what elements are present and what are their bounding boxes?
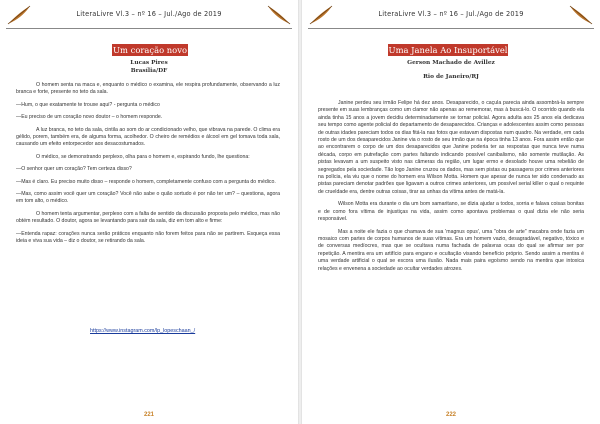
author-name: Lucas Pires: [130, 60, 168, 66]
page-header: [302, 4, 600, 26]
left-page: [0, 0, 298, 424]
paragraph: O homem senta na maca e, enquanto o médico o examina, ele respira profundamente, observando a luz branca e forte, presente no teto da sala.: [16, 82, 280, 96]
quill-icon: [568, 4, 594, 26]
paragraph: Janine perdeu seu irmão Felipe há dez anos. Desaparecido, o caçula parecia ainda assombrá-la sempre presente em suas lembranças como um clamor não apenas ao rememorar, mas à buscá-lo. O ocorrido quando ela ainda tinha 15 anos a jovem decidiu determinadamente se tornar policial. Agora adulta aos 25 anos ela dedicava seu tempo como agente policial do departamento de desaparecidos. Crianças e adolescentes assim como pessoas de outras idades pareciam todos os dias fitá-la nas fotos que estavam dispostas num quadro. Na verdade, em cada rosto de um dos desaparecidos Janine via o rosto de seu irmão que na época tinha 13 anos. Fora assim então que ao encontrarem o corpo de um dos desaparecidos que Janine poderia ter as respostas que nunca teve numa década, corpo em putrefação com partes faltando indicando possível canibalismo, não somente mutilação. As pistas levavam a um suspeito visto nas câmeras da região, um lugar ermo e desolado houve uma rebelião de segregados pela sociedade. Tão logo Janine cruzou os dados, mas sem pistas ou passagens por crimes anteriores na polícia, ela viu que o nome do homem era Wilson Motta. Homem que apesar de nunca ter sido condenado as pistas pareciam denotar padrões que ligavam a outros crimes anteriores, um possível serial killer o qual o requinte de crueldade era, dentre outras coisas, tirar as unhas da vítima antes de matá-la.: [318, 100, 584, 195]
paragraph: —Mas é claro. Eu preciso muito disso – responde o homem, completamente confuso com a pergunta do médico.: [16, 178, 276, 185]
page-number: 222: [445, 412, 456, 418]
paragraph: —Mas, como assim você quer um coração? Você não sabe o quão sortudo é por não ter um? – questiona, agora em tom alto, o médico.: [16, 191, 280, 205]
header-rule: [308, 28, 594, 29]
paragraph: Wilson Motta era durante o dia um bom samaritano, se dizia ajudar a todos, sorria e falava coisas bonitas e de como fora vítima de injustiças na vida, assim como apontava problemas o qual dizia ele não seria responsável.: [318, 201, 584, 223]
article-body: [16, 82, 280, 251]
right-page: [302, 0, 600, 424]
author-name: Gerson Machado de Avillez: [407, 60, 495, 66]
paragraph: —Eu preciso de um coração novo doutor – o homem responde.: [16, 114, 163, 121]
header-text: LiteraLivre Vl.3 – nº 16 – Jul./Ago de 2019: [76, 10, 222, 18]
paragraph: O homem tenta argumentar, perplexo com a falta de sentido da discussão proposta pelo médico, mas não obtém resultado. O doutor, agora se levantando para sair da sala, diz em tom alto e firme:: [16, 210, 280, 225]
article-body: [318, 100, 584, 278]
author-location: Brasília/DF: [130, 68, 168, 74]
paragraph: —Entenda rapaz: corações nunca serão práticos enquanto não forem feitos para não se partirem. Esqueça essa ideia e viva sua vida – diz o doutor, se retirando da sala.: [16, 230, 280, 245]
paragraph: Mas a noite ele fazia o que chamava de sua 'magnus opus', uma "obra de arte" macabra onde fazia um mosaico com partes de corpos humanos de suas vítimas. Era um homem vazio, desagradável, negativo, tóxico e de conversas medíocres, mas que se ocultava numa fachada de palavras ocas do qual se afirmar ser por repetição. A mentira era um artifício para engano e ocultação visando benefício próprio. Sendo assim a mentira é uma verdade artificial o qual se escora uma ilusão. Nada mais paira egoísmo sendo na mentira que intoxica relações e envenena a sociedade ao ocultar verdades atrozes.: [318, 228, 584, 272]
header-rule: [6, 28, 292, 29]
article-title: Uma Janela Ao Insuportável: [388, 45, 508, 55]
paragraph: —O senhor quer um coração? Tem certeza disso?: [16, 166, 132, 173]
header-text: LiteraLivre Vl.3 – nº 16 – Jul./Ago de 2019: [378, 10, 524, 18]
article-title: Um coração novo: [113, 45, 187, 55]
paragraph: O médico, se demonstrando perplexo, olha para o homem e, espirando fundo, lhe questiona:: [36, 153, 250, 160]
page-number: 221: [143, 412, 154, 418]
page-header: [0, 4, 298, 26]
author-location: Rio de Janeiro/RJ: [423, 74, 479, 80]
paragraph: A luz branca, no teto da sala, cintila ao som do ar condicionado velho, que vibrava na parede. O clima era gélido, porem, também era, de alguma forma, acolhedor. O cheiro de remédios e álcool em gel tomava toda sala, causando um efeito entorpecedor aos desacostumados.: [16, 126, 280, 148]
paragraph: —Hum, o que exatamente te trouxe aqui? - pergunta o médico: [16, 101, 160, 108]
quill-icon: [266, 4, 292, 26]
instagram-link[interactable]: https://www.instagram.com/lp_lopeschaan_/: [90, 328, 196, 334]
